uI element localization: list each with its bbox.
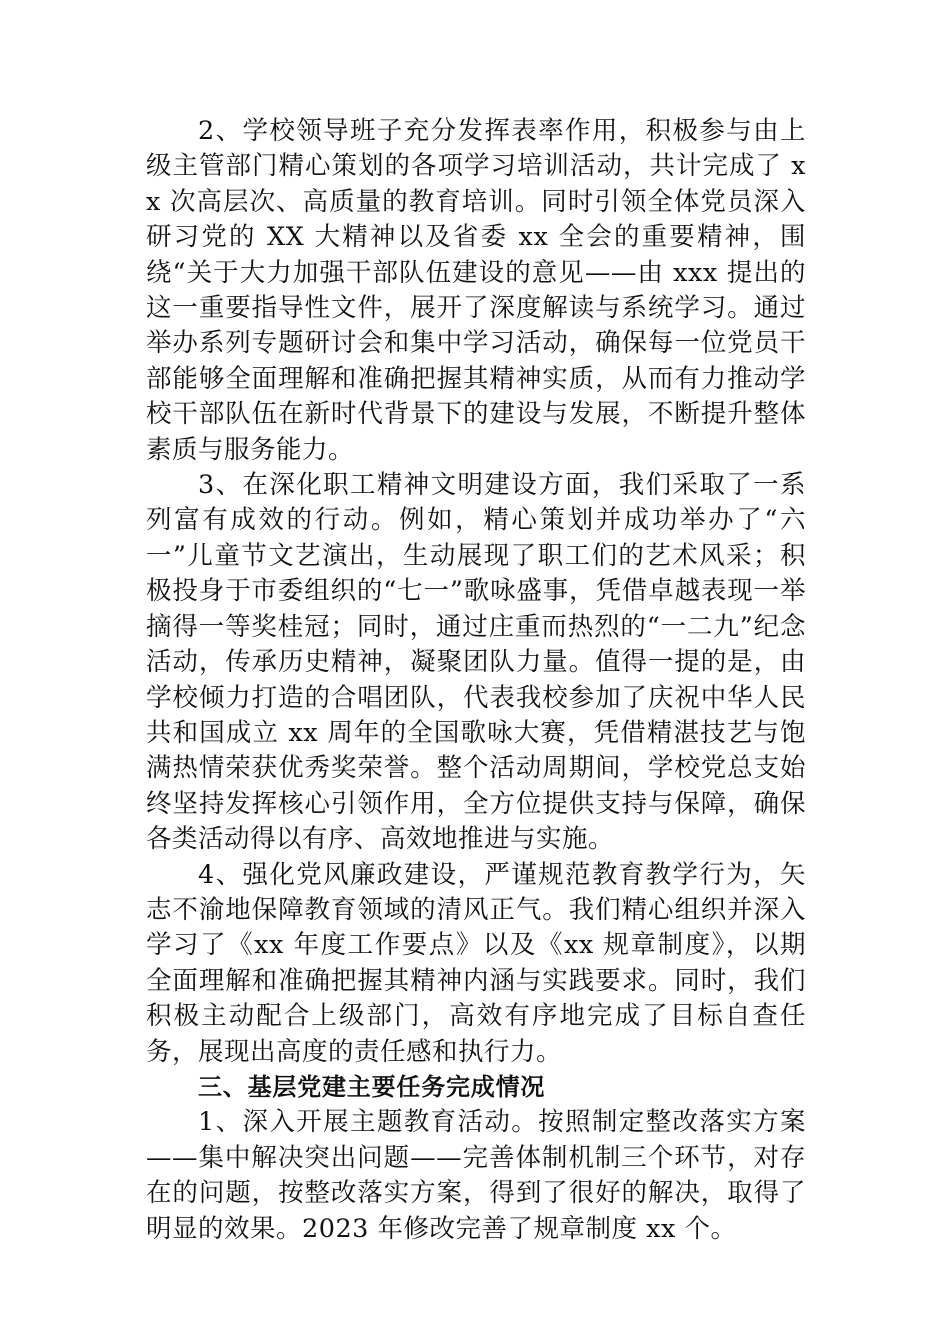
paragraph-cultural-activities: 3、在深化职工精神文明建设方面，我们采取了一系列富有成效的行动。例如，精心策划并成功举办了“六一”儿童节文艺演出，生动展现了职工们的艺术风采；积极投身于市委组织的“七一”歌咏盛事，凭借卓越表现一举摘得一等奖桂冠；同时，通过庄重而热烈的“一二九”纪念活动，传承历史精神，凝聚团队力量。值得一提的是，由学校倾力打造的合唱团队，代表我校参加了庆祝中华人民共和国成立 xx 周年的全国歌咏大赛，凭借精湛技艺与饱满热情荣获优秀奖荣誉。整个活动周期间，学校党总支始终坚持发挥核心引领作用，全方位提供支持与保障，确保各类活动得以有序、高效地推进与实施。 bbox=[146, 470, 806, 855]
section-heading: 三、基层党建主要任务完成情况 bbox=[198, 1072, 546, 1101]
paragraph-integrity-building: 4、强化党风廉政建设，严谨规范教育教学行为，矢志不渝地保障教育领域的清风正气。我们精心组织并深入学习了《xx 年度工作要点》以及《xx 规章制度》，以期全面理解和准确把握其精神内涵与实践要求。同时，我们积极主动配合上级部门，高效有序地完成了目标自查任务，展现出高度的责任感和执行力。 bbox=[146, 859, 806, 1067]
paragraph-theme-education: 1、深入开展主题教育活动。按照制定整改落实方案——集中解决突出问题——完善体制机制三个环节，对存在的问题，按整改落实方案，得到了很好的解决，取得了明显的效果。2023 年修改完善了规章制度 xx 个。 bbox=[146, 1107, 806, 1244]
document-body bbox=[146, 114, 806, 1247]
paragraph-leadership-training: 2、学校领导班子充分发挥表率作用，积极参与由上级主管部门精心策划的各项学习培训活动，共计完成了 xx 次高层次、高质量的教育培训。同时引领全体党员深入研习党的 XX 大精神以及省委 xx 全会的重要精神，围绕“关于大力加强干部队伍建设的意见——由 xxx 提出的这一重要指导性文件，展开了深度解读与系统学习。通过举办系列专题研讨会和集中学习活动，确保每一位党员干部能够全面理解和准确把握其精神实质，从而有力推动学校干部队伍在新时代背景下的建设与发展，不断提升整体素质与服务能力。 bbox=[146, 116, 806, 465]
